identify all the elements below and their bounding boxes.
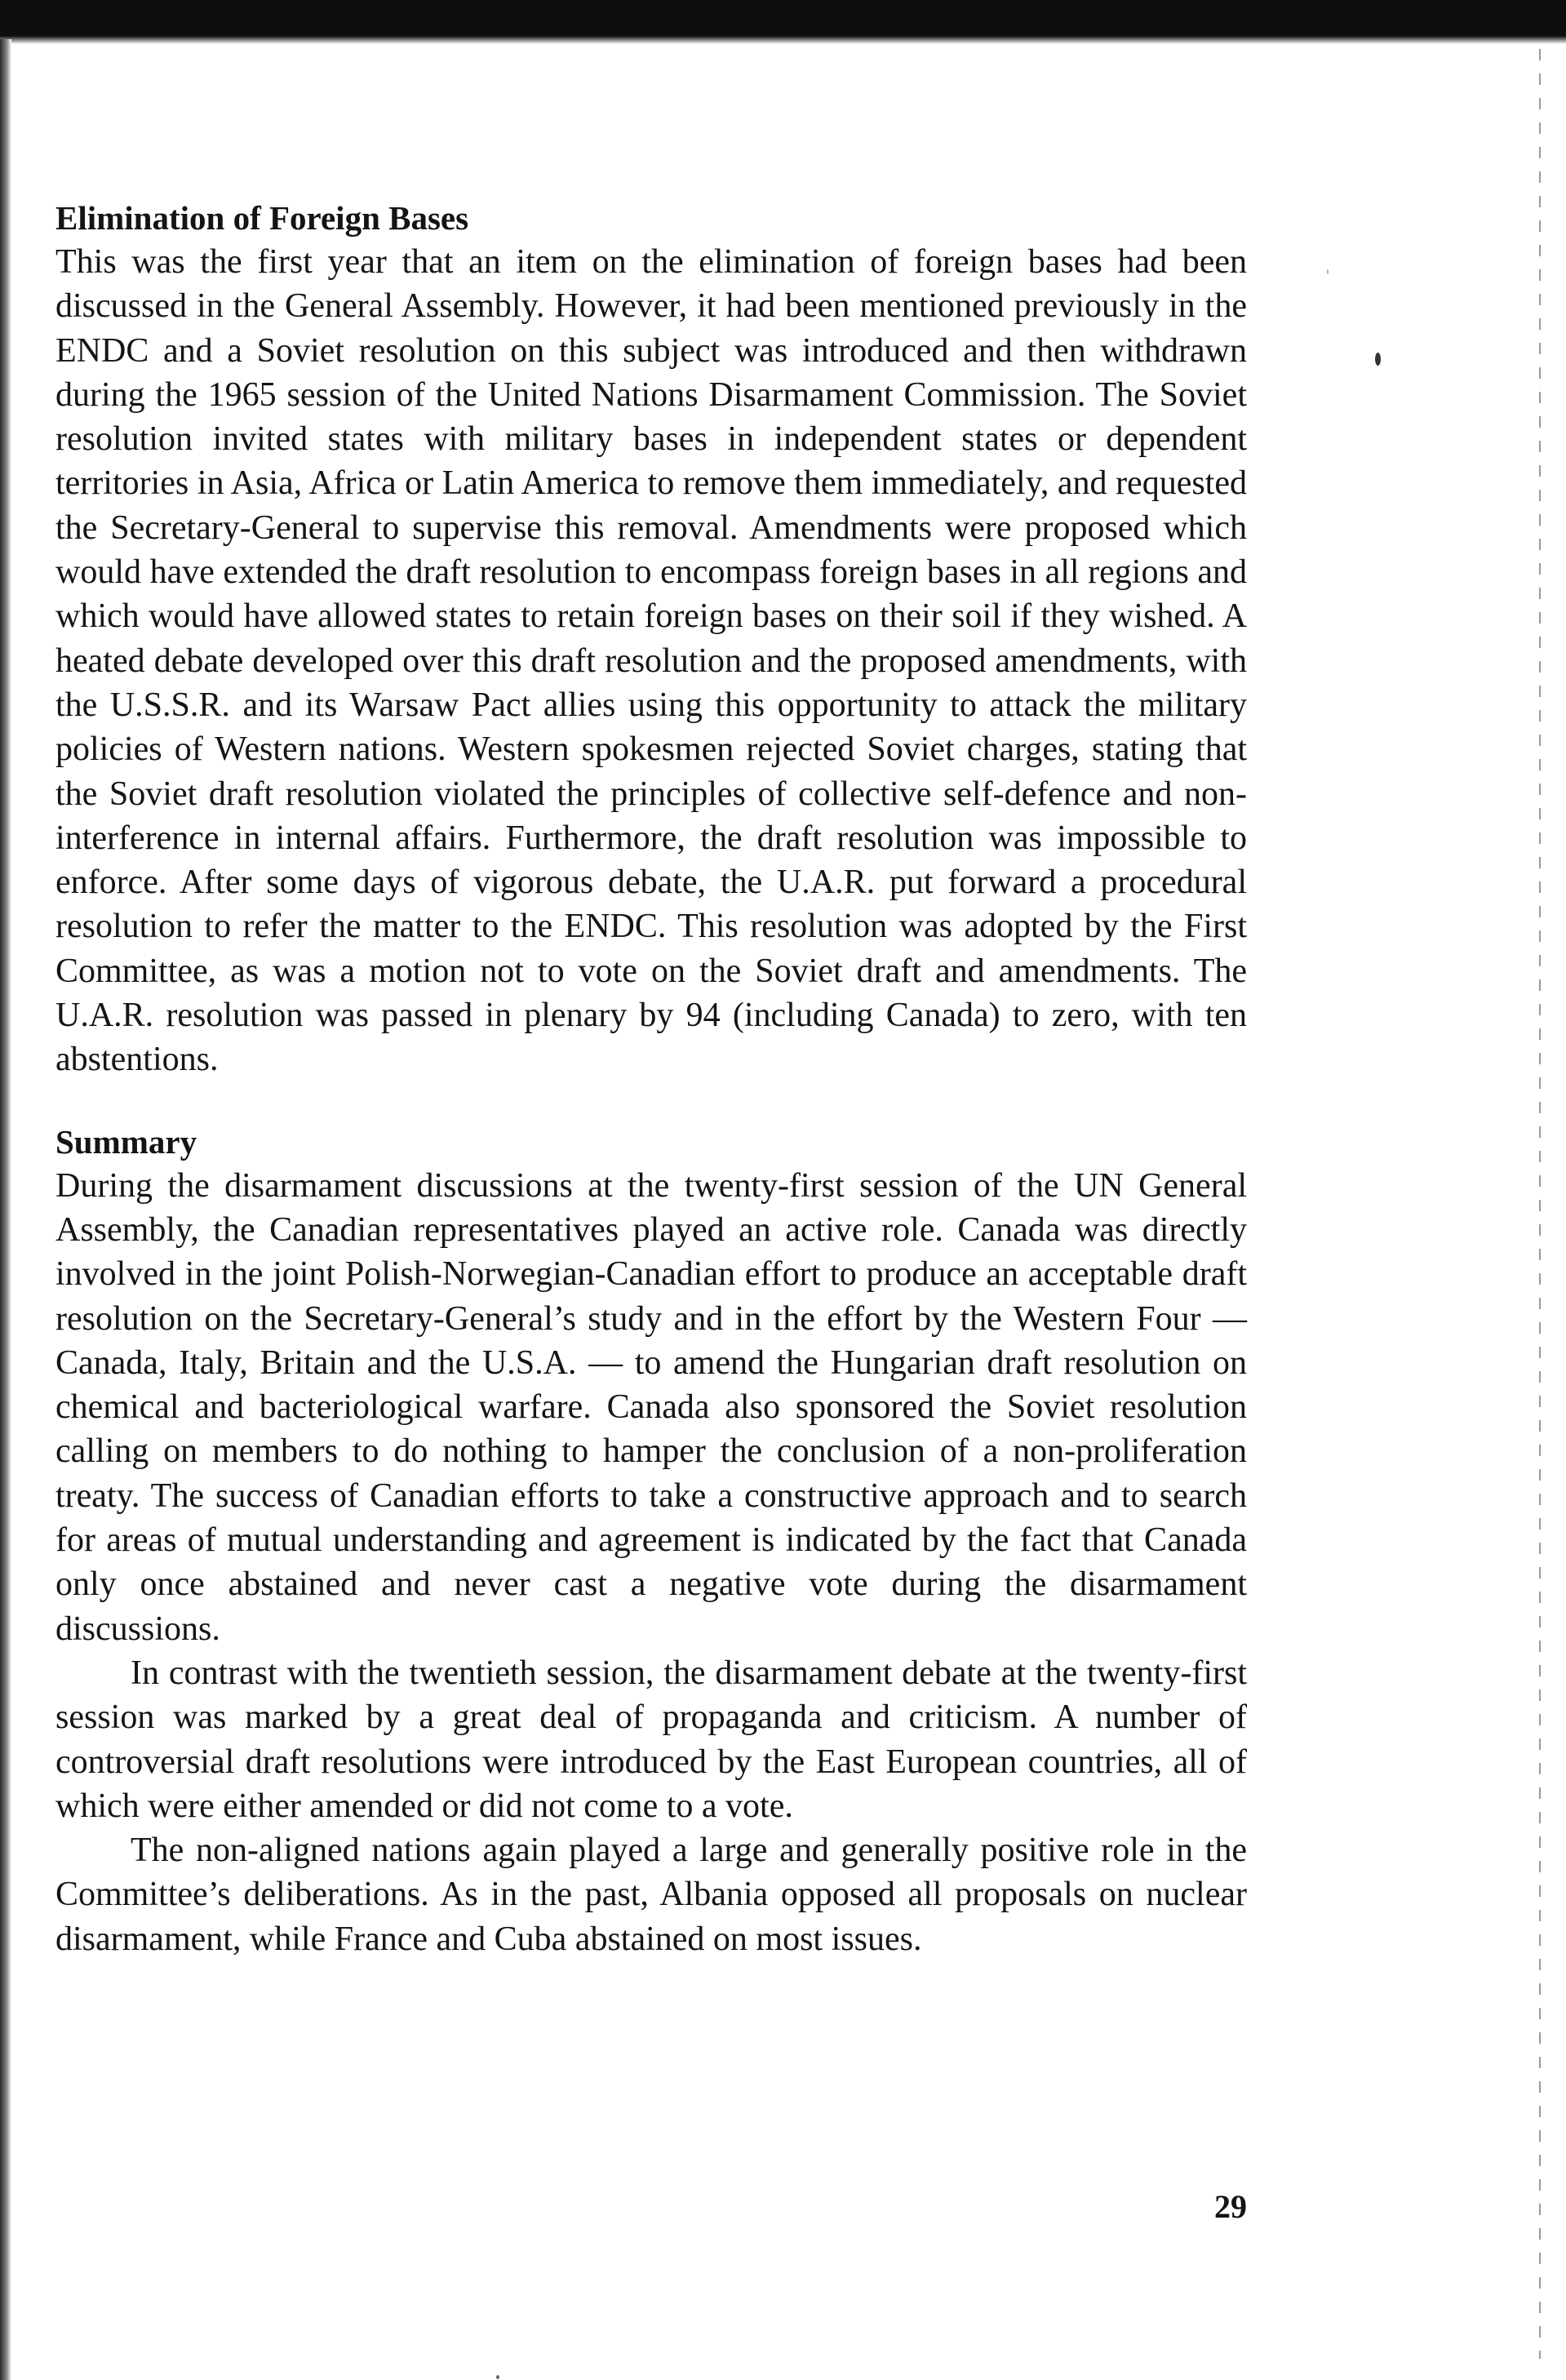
body-paragraph: The non-aligned nations again played a large and generally positive role in the Committee’s deliberations. As in the past, Albania opposed all proposals on nuclear disarmament, while France and Cuba abstained on most issues. bbox=[55, 1832, 1247, 1958]
body-paragraph: This was the first year that an item on the elimination of foreign bases had been discussed in the General Assembly. However, it had been mentioned previously in the ENDC and a Soviet resolution on this subject was introduced and then withdrawn during the 1965 session of the United Nations Disarmament Commission. The Soviet resolution invited states with military bases in independent states or dependent territories in Asia, Africa or Latin America to remove them immediately, and requested the Secretary-General to supervise this removal. Amendments were proposed which would have extended the draft resolution to encompass foreign bases in all regions and which would have allowed states to retain foreign bases on their soil if they wished. A heated debate developed over this draft resolution and the proposed amendments, with the U.S.S.R. and its Warsaw Pact allies using this opportunity to attack the military policies of Western nations. Western spokesmen rejected Soviet charges, stating that the Soviet draft resolution violated the principles of collective self-defence and non-interference in internal affairs. Furthermore, the draft resolution was impossible to enforce. After some days of vigorous debate, the U.A.R. put forward a procedural resolution to refer the matter to the ENDC. This resolution was adopted by the First Committee, as was a motion not to vote on the Soviet draft and amendments. The U.A.R. resolution was passed in plenary by 94 (including Canada) to zero, with ten abstentions. bbox=[55, 243, 1247, 1079]
body-paragraph: In contrast with the twentieth session, the disarmament debate at the twenty-first session was marked by a great deal of propaganda and criticism. A number of controversial draft resolutions were introduced by the East European countries, all of which were either amended or did not come to a vote. bbox=[55, 1654, 1247, 1825]
scan-left-edge bbox=[0, 39, 11, 2380]
page-body bbox=[55, 196, 1247, 1961]
scan-speck bbox=[1327, 269, 1329, 274]
scan-speck bbox=[1375, 353, 1381, 366]
section-foreign-bases bbox=[55, 196, 1247, 1082]
body-paragraph: During the disarmament discussions at the twenty-first session of the UN General Assembly, the Canadian representatives played an active role. Canada was directly involved in the joint Polish-Norwegian-Canadian effort to produce an acceptable draft resolution on the Secretary-General’s study and in the effort by the Western Four — Canada, Italy, Britain and the U.S.A. — to amend the Hungarian draft resolution on chemical and bacteriological warfare. Canada also sponsored the Soviet resolution calling on members to do nothing to hamper the conclusion of a non-proliferation treaty. The success of Canadian efforts to take a constructive approach and to search for areas of mutual understanding and agreement is indicated by the fact that Canada only once abstained and never cast a negative vote during the disarmament discussions. bbox=[55, 1166, 1247, 1648]
scan-top-border bbox=[0, 0, 1566, 39]
section-heading: Elimination of Foreign Bases bbox=[55, 199, 469, 237]
scan-top-fade bbox=[0, 36, 1566, 44]
section-heading: Summary bbox=[55, 1122, 197, 1161]
section-summary bbox=[55, 1120, 1247, 1961]
scan-right-edge bbox=[1539, 49, 1541, 2359]
page-number: 29 bbox=[1214, 2188, 1247, 2225]
scan-speck bbox=[496, 2375, 499, 2379]
